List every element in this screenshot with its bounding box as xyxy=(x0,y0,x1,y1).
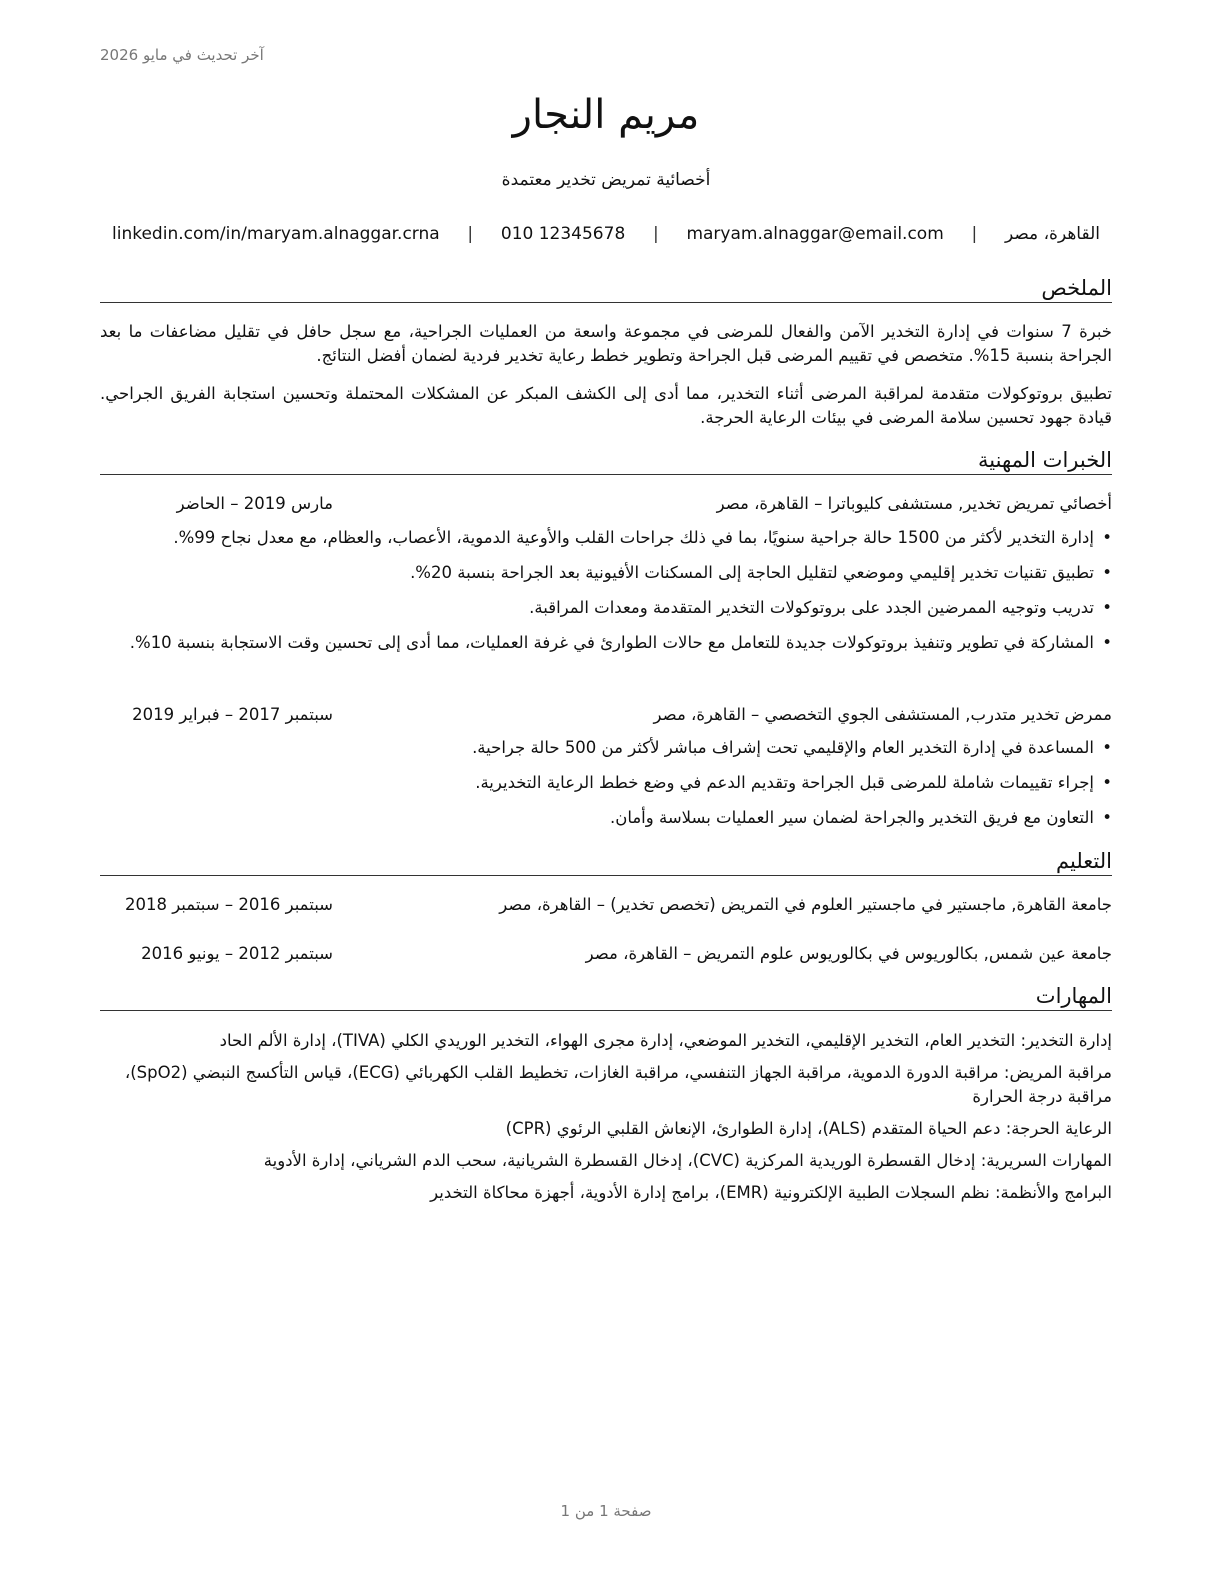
contact-email-link[interactable]: maryam.alnaggar@email.com xyxy=(686,224,944,244)
skill-line: المهارات السريرية: إدخال القسطرة الوريدية المركزية (CVC)، إدخال القسطرة الشريانية، سحب الدم الشرياني، إدارة الأدوية xyxy=(263,1150,1112,1170)
list-item: • المساعدة في إدارة التخدير العام والإقليمي تحت إشراف مباشر لأكثر من 500 حالة جراحية. xyxy=(100,736,1112,760)
skill-line: مراقبة المريض: مراقبة الدورة الدموية، مراقبة الجهاز التنفسي، مراقبة الغازات، تخطيط القلب الكهربائي (ECG)، قياس التأكسج النبضي (SpO2)، مراقبة درجة الحرارة xyxy=(124,1062,1112,1106)
job-bullets xyxy=(100,526,1112,666)
contact-phone: 010 12345678 xyxy=(500,224,626,244)
list-item: • التعاون مع فريق التخدير والجراحة لضمان سير العمليات بسلاسة وأمان. xyxy=(100,806,1112,830)
contact-separator: | xyxy=(971,224,978,244)
resume-page xyxy=(100,0,1112,1584)
education-dates: سبتمبر 2016 – سبتمبر 2018 xyxy=(124,895,333,914)
page-number: صفحة 1 من 1 xyxy=(560,1502,652,1520)
contact-line xyxy=(112,224,1100,244)
contact-location: القاهرة، مصر xyxy=(1004,224,1100,244)
contact-linkedin-link[interactable]: linkedin.com/in/maryam.alnaggar.crna xyxy=(112,224,440,244)
education-heading: التعليم xyxy=(100,849,1112,876)
contact-separator: | xyxy=(467,224,474,244)
experience-heading: الخبرات المهنية xyxy=(100,448,1112,475)
list-item: • تدريب وتوجيه الممرضين الجدد على بروتوكولات التخدير المتقدمة ومعدات المراقبة. xyxy=(100,596,1112,620)
list-item: • تطبيق تقنيات تخدير إقليمي وموضعي لتقليل الحاجة إلى المسكنات الأفيونية بعد الجراحة بنسبة 20%. xyxy=(100,561,1112,585)
list-item: • إجراء تقييمات شاملة للمرضى قبل الجراحة وتقديم الدعم في وضع خطط الرعاية التخديرية. xyxy=(100,771,1112,795)
skills-heading: المهارات xyxy=(100,984,1112,1011)
summary-paragraph: تطبيق بروتوكولات متقدمة لمراقبة المرضى أثناء التخدير، مما أدى إلى الكشف المبكر عن المشكلات المحتملة وتحسين استجابة الفريق الجراحي. قيادة جهود تحسين سلامة المرضى في بيئات الرعاية الحرجة. xyxy=(100,384,1112,427)
candidate-title: أخصائية تمريض تخدير معتمدة xyxy=(501,170,711,190)
education-degree: جامعة القاهرة, ماجستير في ماجستير العلوم في التمريض (تخصص تخدير) – القاهرة، مصر xyxy=(499,895,1112,914)
skill-line: إدارة التخدير: التخدير العام، التخدير الإقليمي، التخدير الموضعي، إدارة مجرى الهواء، التخدير الوريدي الكلي (TIVA)، إدارة الألم الحاد xyxy=(219,1031,1112,1050)
list-item: • المشاركة في تطوير وتنفيذ بروتوكولات جديدة للتعامل مع حالات الطوارئ في غرفة العمليات، مما أدى إلى تحسين وقت الاستجابة بنسبة 10%. xyxy=(100,631,1112,655)
candidate-name: مريم النجار xyxy=(512,92,700,138)
job-dates: سبتمبر 2017 – فبراير 2019 xyxy=(132,705,333,724)
skill-line: البرامج والأنظمة: نظم السجلات الطبية الإلكترونية (EMR)، برامج إدارة الأدوية، أجهزة محاكاة التخدير xyxy=(430,1182,1112,1202)
summary-paragraph: خبرة 7 سنوات في إدارة التخدير الآمن والفعال للمرضى في مجموعة واسعة من العمليات الجراحية، مع سجل حافل في تقليل مضاعفات ما بعد الجراحة بنسبة 15%. متخصص في تقييم المرضى قبل الجراحة وتطوير خطط رعاية تخدير فردية لضمان أفضل النتائج. xyxy=(100,322,1112,365)
job-bullets xyxy=(100,736,1112,841)
job-dates: مارس 2019 – الحاضر xyxy=(176,494,333,513)
skill-line: الرعاية الحرجة: دعم الحياة المتقدم (ALS)، إدارة الطوارئ، الإنعاش القلبي الرئوي (CPR) xyxy=(505,1118,1112,1138)
job-role: ممرض تخدير متدرب, المستشفى الجوي التخصصي – القاهرة، مصر xyxy=(653,705,1112,724)
last-updated: آخر تحديث في مايو 2026 xyxy=(100,46,264,64)
summary-heading: الملخص xyxy=(100,276,1112,303)
skills-list xyxy=(100,1029,1112,1213)
education-degree: جامعة عين شمس, بكالوريوس في بكالوريوس علوم التمريض – القاهرة، مصر xyxy=(585,944,1112,963)
job-role: أخصائي تمريض تخدير, مستشفى كليوباترا – القاهرة، مصر xyxy=(716,494,1112,513)
list-item: • إدارة التخدير لأكثر من 1500 حالة جراحية سنويًا، بما في ذلك جراحات القلب والأوعية الدموية، الأعصاب، والعظام، مع معدل نجاح 99%. xyxy=(100,526,1112,550)
contact-separator: | xyxy=(652,224,659,244)
education-dates: سبتمبر 2012 – يونيو 2016 xyxy=(141,944,333,963)
